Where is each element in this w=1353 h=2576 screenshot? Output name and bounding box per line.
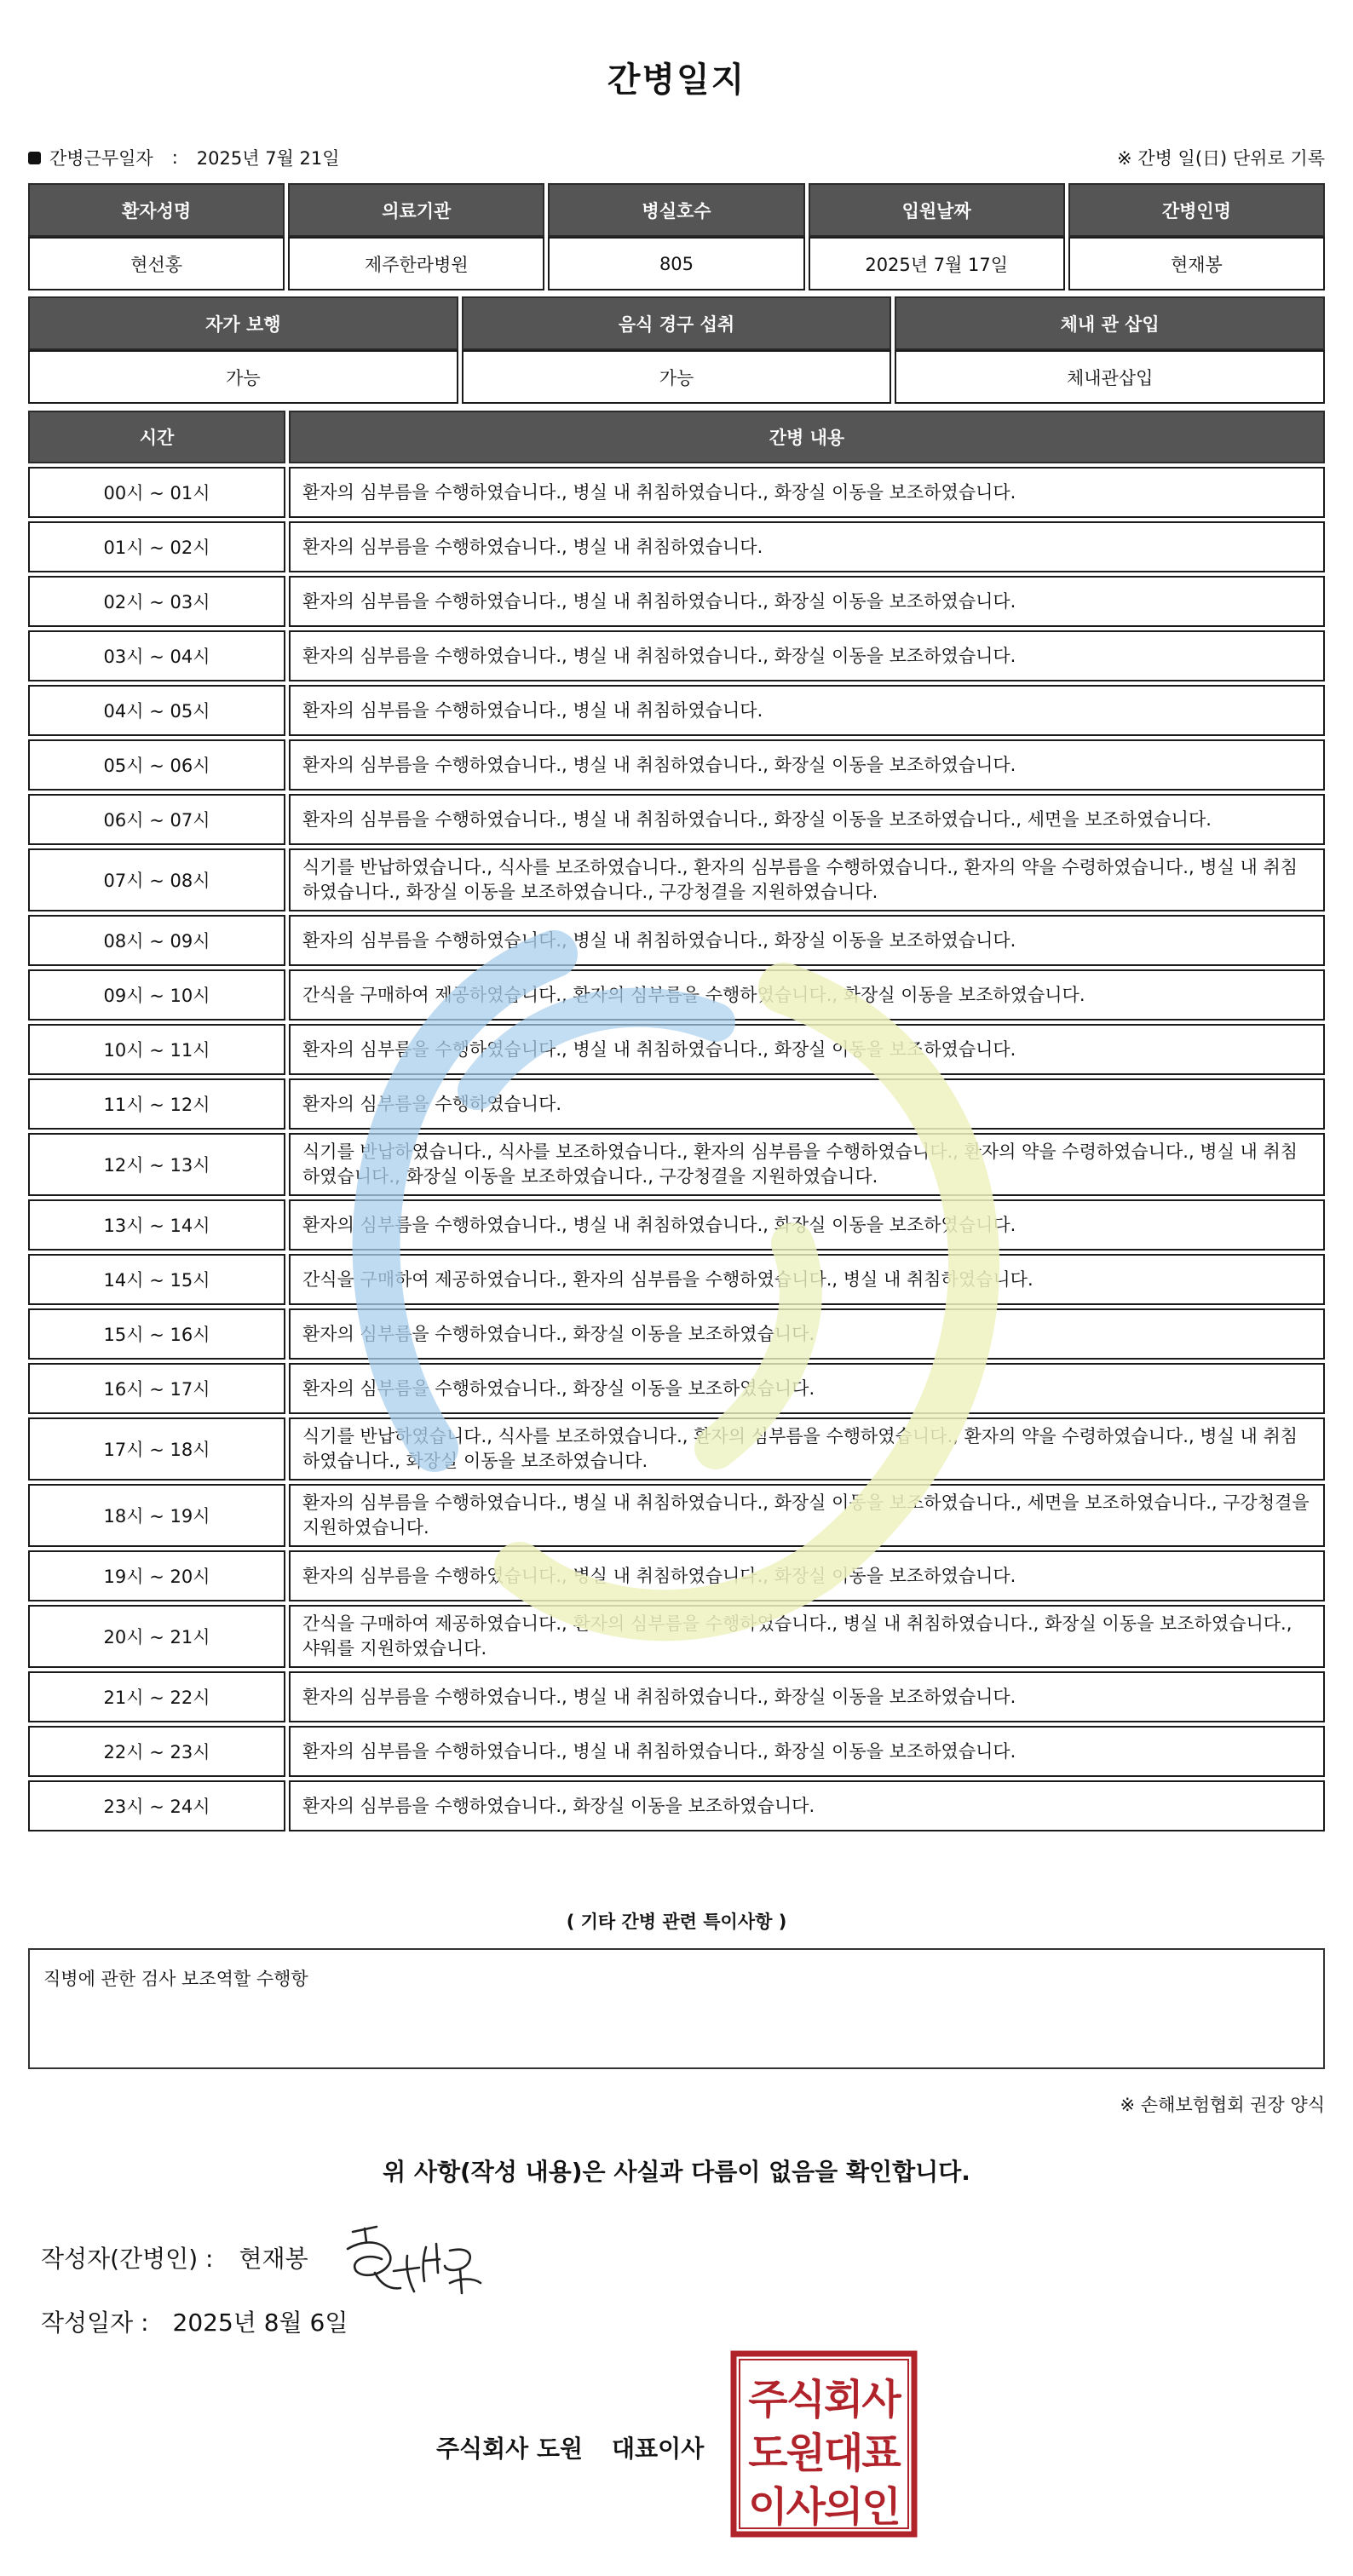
- care-content-cell: 식기를 반납하였습니다., 식사를 보조하였습니다., 환자의 심부름을 수행하였습니다., 환자의 약을 수령하였습니다., 병실 내 취침하였습니다., 화장실 이동을 보조하였습니다.: [289, 1417, 1325, 1481]
- handwritten-signature: [341, 2222, 490, 2298]
- care-row: [28, 1417, 1325, 1481]
- square-bullet-icon: [28, 152, 41, 164]
- care-content-cell: 환자의 심부름을 수행하였습니다., 병실 내 취침하였습니다., 화장실 이동을 보조하였습니다.: [289, 467, 1325, 518]
- room-number: 805: [548, 237, 804, 290]
- care-time-cell: 18시 ~ 19시: [28, 1484, 285, 1547]
- work-date-separator: :: [171, 147, 178, 168]
- medical-institution: 제주한라병원: [288, 237, 544, 290]
- care-content-cell: 간식을 구매하여 제공하였습니다., 환자의 심부름을 수행하였습니다., 병실 내 취침하였습니다., 화장실 이동을 보조하였습니다., 샤워를 지원하였습니다.: [289, 1605, 1325, 1668]
- care-time-cell: 22시 ~ 23시: [28, 1726, 285, 1777]
- care-content-cell: 환자의 심부름을 수행하였습니다., 병실 내 취침하였습니다., 화장실 이동을 보조하였습니다.: [289, 1024, 1325, 1075]
- care-content-cell: 환자의 심부름을 수행하였습니다., 병실 내 취침하였습니다., 화장실 이동을 보조하였습니다.: [289, 576, 1325, 627]
- care-content-cell: 간식을 구매하여 제공하였습니다., 환자의 심부름을 수행하였습니다., 화장실 이동을 보조하였습니다.: [289, 969, 1325, 1021]
- care-time-cell: 19시 ~ 20시: [28, 1550, 285, 1601]
- company-title: 대표이사: [612, 2435, 705, 2463]
- care-time-cell: 02시 ~ 03시: [28, 576, 285, 627]
- care-row: [28, 630, 1325, 681]
- care-row: [28, 1484, 1325, 1547]
- care-time-cell: 00시 ~ 01시: [28, 467, 285, 518]
- care-content-cell: 환자의 심부름을 수행하였습니다., 병실 내 취침하였습니다.: [289, 521, 1325, 572]
- care-content-cell: 간식을 구매하여 제공하였습니다., 환자의 심부름을 수행하였습니다., 병실 내 취침하였습니다.: [289, 1254, 1325, 1305]
- tube-insertion-value: 체내관삽입: [895, 350, 1325, 404]
- care-content-cell: 환자의 심부름을 수행하였습니다., 병실 내 취침하였습니다., 화장실 이동을 보조하였습니다., 세면을 보조하였습니다.: [289, 794, 1325, 845]
- care-content-cell: 환자의 심부름을 수행하였습니다., 병실 내 취침하였습니다.: [289, 685, 1325, 736]
- care-row: [28, 848, 1325, 911]
- care-row: [28, 1024, 1325, 1075]
- remarks-title: ( 기타 간병 관련 특이사항 ): [566, 1912, 787, 1932]
- self-walking-value: 가능: [28, 350, 458, 404]
- care-table-header-row: [28, 411, 1325, 463]
- care-time-cell: 06시 ~ 07시: [28, 794, 285, 845]
- writer-name: 현재봉: [239, 2245, 308, 2273]
- care-row: [28, 1726, 1325, 1777]
- care-row: [28, 1199, 1325, 1251]
- remarks-box: 직병에 관한 검사 보조역할 수행항: [28, 1948, 1325, 2069]
- patient-status-table: [28, 296, 1325, 404]
- admission-date: 2025년 7월 17일: [809, 237, 1065, 290]
- writer-line: [41, 2240, 308, 2274]
- care-content-cell: 환자의 심부름을 수행하였습니다., 병실 내 취침하였습니다., 화장실 이동을 보조하였습니다.: [289, 1199, 1325, 1251]
- care-row: [28, 685, 1325, 736]
- care-row: [28, 1671, 1325, 1722]
- care-row: [28, 739, 1325, 791]
- care-row: [28, 1780, 1325, 1831]
- care-content-cell: 식기를 반납하였습니다., 식사를 보조하였습니다., 환자의 심부름을 수행하였습니다., 환자의 약을 수령하였습니다., 병실 내 취침하였습니다., 화장실 이동을 보조하였습니다., 구강청결을 지원하였습니다.: [289, 848, 1325, 911]
- record-unit-note: ※ 간병 일(日) 단위로 기록: [1117, 148, 1325, 169]
- oral-intake-value: 가능: [462, 350, 892, 404]
- care-row: [28, 794, 1325, 845]
- patient-table-header: 의료기관: [288, 183, 544, 237]
- care-content-cell: 환자의 심부름을 수행하였습니다., 병실 내 취침하였습니다., 화장실 이동을 보조하였습니다.: [289, 1726, 1325, 1777]
- care-row: [28, 1078, 1325, 1130]
- care-time-cell: 15시 ~ 16시: [28, 1308, 285, 1360]
- care-time-cell: 09시 ~ 10시: [28, 969, 285, 1021]
- care-row: [28, 1550, 1325, 1601]
- care-time-cell: 14시 ~ 15시: [28, 1254, 285, 1305]
- care-content-cell: 환자의 심부름을 수행하였습니다., 병실 내 취침하였습니다., 화장실 이동을 보조하였습니다.: [289, 1671, 1325, 1722]
- status-table-header: 음식 경구 섭취: [462, 296, 892, 350]
- patient-table-header: 간병인명: [1068, 183, 1325, 237]
- care-content-cell: 환자의 심부름을 수행하였습니다., 화장실 이동을 보조하였습니다.: [289, 1363, 1325, 1414]
- care-time-cell: 04시 ~ 05시: [28, 685, 285, 736]
- care-content-cell: 환자의 심부름을 수행하였습니다., 화장실 이동을 보조하였습니다.: [289, 1308, 1325, 1360]
- care-time-cell: 11시 ~ 12시: [28, 1078, 285, 1130]
- care-time-cell: 10시 ~ 11시: [28, 1024, 285, 1075]
- care-row: [28, 1308, 1325, 1360]
- care-time-cell: 21시 ~ 22시: [28, 1671, 285, 1722]
- care-content-cell: 환자의 심부름을 수행하였습니다., 화장실 이동을 보조하였습니다.: [289, 1780, 1325, 1831]
- care-content-cell: 환자의 심부름을 수행하였습니다., 병실 내 취침하였습니다., 화장실 이동을 보조하였습니다.: [289, 739, 1325, 791]
- care-time-cell: 12시 ~ 13시: [28, 1133, 285, 1196]
- care-time-cell: 13시 ~ 14시: [28, 1199, 285, 1251]
- care-time-cell: 16시 ~ 17시: [28, 1363, 285, 1414]
- work-date-label: 간병근무일자: [49, 148, 153, 169]
- association-form-note: ※ 손해보험협회 권장 양식: [1120, 2095, 1325, 2115]
- care-content-cell: 환자의 심부름을 수행하였습니다., 병실 내 취침하였습니다., 화장실 이동을 보조하였습니다.: [289, 630, 1325, 681]
- care-table-header-content: 간병 내용: [289, 411, 1325, 463]
- writer-label: 작성자(간병인) :: [41, 2245, 214, 2273]
- status-table-header: 자가 보행: [28, 296, 458, 350]
- care-row: [28, 521, 1325, 572]
- care-content-cell: 환자의 심부름을 수행하였습니다., 병실 내 취침하였습니다., 화장실 이동을 보조하였습니다.: [289, 915, 1325, 966]
- care-content-cell: 식기를 반납하였습니다., 식사를 보조하였습니다., 환자의 심부름을 수행하였습니다., 환자의 약을 수령하였습니다., 병실 내 취침하였습니다., 화장실 이동을 보조하였습니다., 구강청결을 지원하였습니다.: [289, 1133, 1325, 1196]
- stamp-text-line: 주식회사: [748, 2376, 900, 2424]
- patient-table-header: 병실호수: [548, 183, 804, 237]
- work-date-value: 2025년 7월 21일: [196, 148, 340, 169]
- care-row: [28, 576, 1325, 627]
- care-table-header-time: 시간: [28, 411, 285, 463]
- care-row: [28, 1605, 1325, 1668]
- company-seal-stamp: [729, 2349, 918, 2539]
- care-content-cell: 환자의 심부름을 수행하였습니다., 병실 내 취침하였습니다., 화장실 이동을 보조하였습니다.: [289, 1550, 1325, 1601]
- stamp-text-line: 도원대표: [748, 2429, 900, 2477]
- care-time-cell: 08시 ~ 09시: [28, 915, 285, 966]
- care-time-cell: 23시 ~ 24시: [28, 1780, 285, 1831]
- patient-table-header: 환자성명: [28, 183, 285, 237]
- company-name: 주식회사 도원: [436, 2435, 584, 2463]
- status-table-header: 체내 관 삽입: [895, 296, 1325, 350]
- care-row: [28, 467, 1325, 518]
- page-title: 간병일지: [607, 60, 746, 100]
- care-content-cell: 환자의 심부름을 수행하였습니다., 병실 내 취침하였습니다., 화장실 이동을 보조하였습니다., 세면을 보조하였습니다., 구강청결을 지원하였습니다.: [289, 1484, 1325, 1547]
- company-line: [436, 2430, 704, 2464]
- work-date: [28, 145, 340, 170]
- written-date-label: 작성일자 :: [41, 2309, 149, 2337]
- written-date-value: 2025년 8월 6일: [172, 2309, 348, 2337]
- patient-table-header: 입원날짜: [809, 183, 1065, 237]
- confirmation-statement: 위 사항(작성 내용)은 사실과 다름이 없음을 확인합니다.: [383, 2158, 970, 2186]
- care-row: [28, 1363, 1325, 1414]
- care-time-cell: 17시 ~ 18시: [28, 1417, 285, 1481]
- care-log-table: [28, 411, 1325, 1835]
- care-row: [28, 969, 1325, 1021]
- written-date-line: [41, 2304, 348, 2338]
- care-time-cell: 07시 ~ 08시: [28, 848, 285, 911]
- care-content-cell: 환자의 심부름을 수행하였습니다.: [289, 1078, 1325, 1130]
- care-row: [28, 915, 1325, 966]
- patient-name: 현선홍: [28, 237, 285, 290]
- stamp-text-line: 이사의인: [748, 2483, 900, 2531]
- care-row: [28, 1254, 1325, 1305]
- caregiver-name: 현재봉: [1068, 237, 1325, 290]
- care-time-cell: 01시 ~ 02시: [28, 521, 285, 572]
- care-time-cell: 03시 ~ 04시: [28, 630, 285, 681]
- patient-info-table: [28, 183, 1325, 290]
- care-time-cell: 20시 ~ 21시: [28, 1605, 285, 1668]
- care-row: [28, 1133, 1325, 1196]
- care-time-cell: 05시 ~ 06시: [28, 739, 285, 791]
